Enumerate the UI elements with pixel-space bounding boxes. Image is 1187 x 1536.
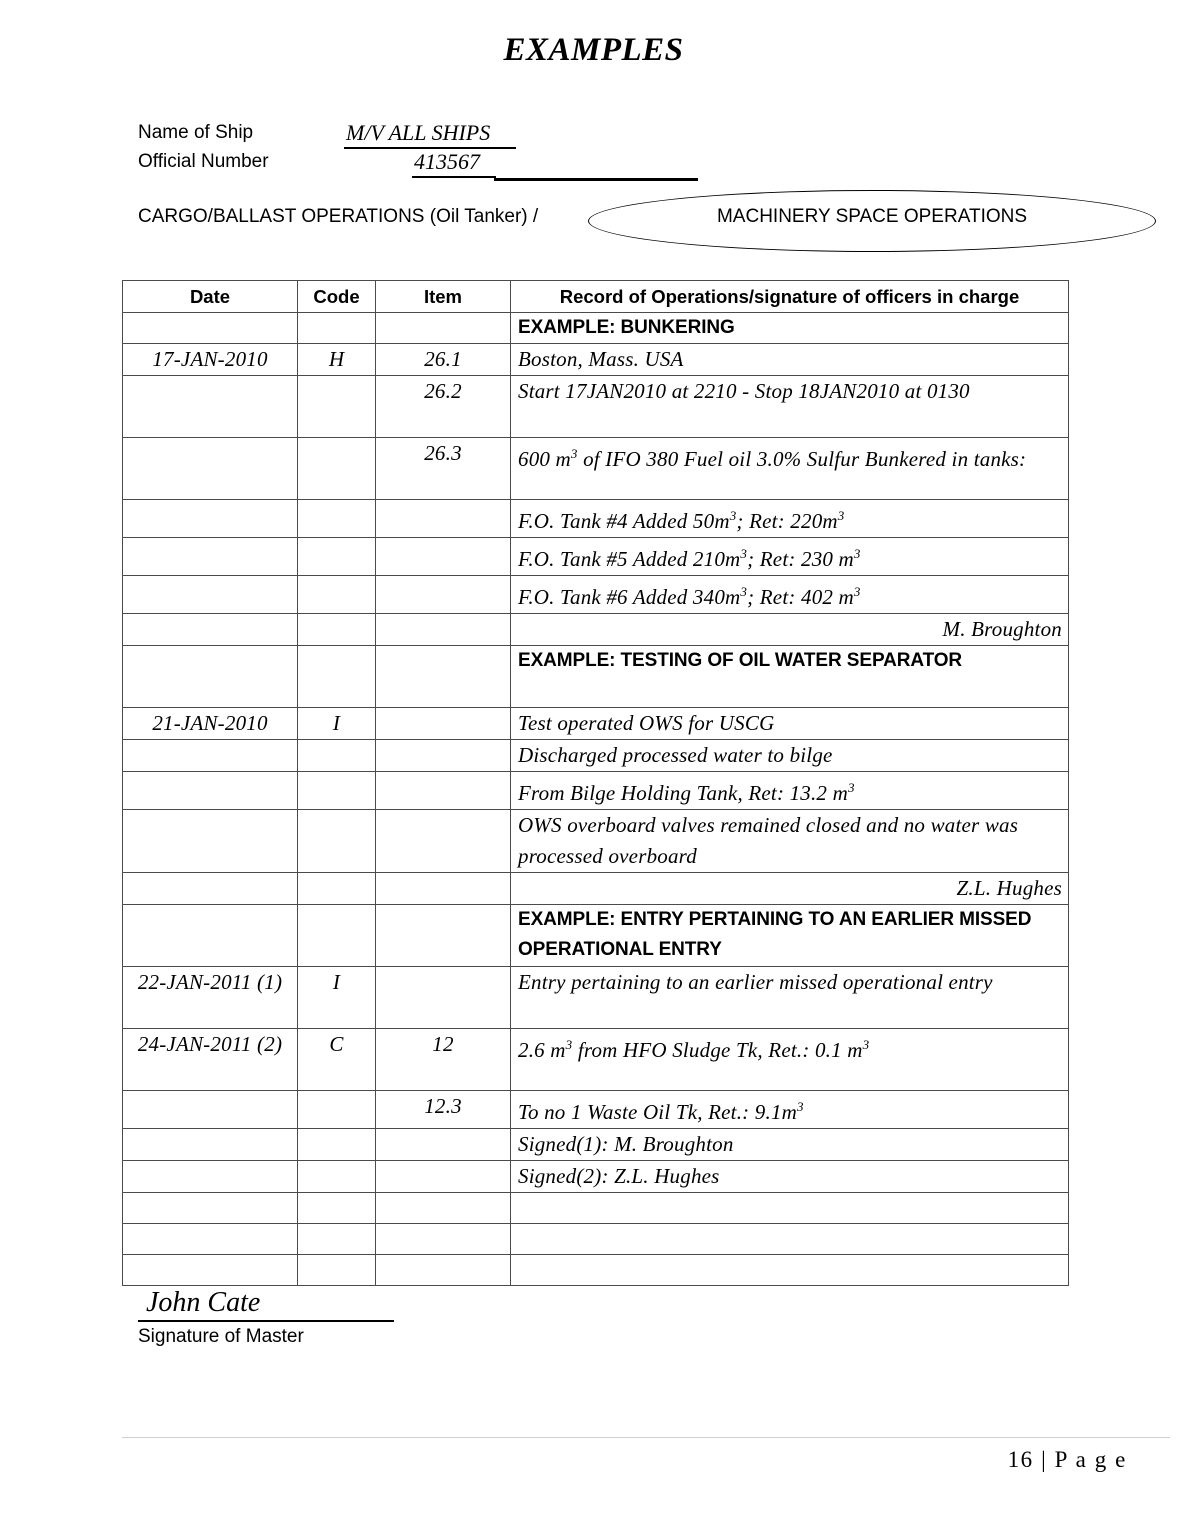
table-row (123, 905, 1069, 967)
cell-record[interactable] (511, 740, 1069, 772)
cell-date[interactable] (123, 1091, 298, 1129)
cell-date[interactable] (123, 646, 298, 708)
cell-date[interactable] (123, 438, 298, 500)
cell-date[interactable] (123, 1029, 298, 1091)
cell-item[interactable] (376, 1091, 511, 1129)
cell-record-text: F.O. Tank #5 Added $210m^3$; Ret: 230 $m^3$ (518, 546, 861, 571)
cell-record-text: Z.L. Hughes (956, 876, 1062, 900)
cell-item-text: 26.2 (424, 379, 462, 403)
cell-record-text: F.O. Tank #4 Added $50m^3$; Ret: $220m^3$ (518, 508, 845, 533)
cell-record-text: EXAMPLE: ENTRY PERTAINING TO AN EARLIER MISSED OPERATIONAL ENTRY (518, 909, 1032, 960)
footer-divider (122, 1437, 1170, 1438)
cell-record-text: Test operated OWS for USCG (518, 711, 775, 735)
cell-date[interactable] (123, 614, 298, 646)
cell-item[interactable] (376, 1224, 511, 1255)
cell-record[interactable] (511, 646, 1069, 708)
cell-record[interactable] (511, 438, 1069, 500)
cell-record[interactable] (511, 576, 1069, 614)
cell-date[interactable] (123, 344, 298, 376)
cell-record[interactable] (511, 313, 1069, 344)
cell-item[interactable] (376, 313, 511, 344)
cell-item[interactable] (376, 576, 511, 614)
cell-item[interactable] (376, 1255, 511, 1286)
cell-date[interactable] (123, 905, 298, 967)
cell-date[interactable] (123, 740, 298, 772)
cell-code[interactable] (298, 344, 376, 376)
column-header-date: Date (123, 281, 298, 313)
cell-item[interactable] (376, 500, 511, 538)
cell-record[interactable] (511, 614, 1069, 646)
cell-item[interactable] (376, 438, 511, 500)
cell-code[interactable] (298, 967, 376, 1029)
cell-record[interactable] (511, 873, 1069, 905)
cell-code[interactable] (298, 1091, 376, 1129)
cell-item[interactable] (376, 614, 511, 646)
column-header-code: Code (298, 281, 376, 313)
cell-code-text: I (332, 970, 341, 994)
cell-date[interactable] (123, 376, 298, 438)
cell-record-text: EXAMPLE: BUNKERING (518, 317, 735, 338)
oil-record-book-table (122, 280, 1069, 1286)
cell-record-text: Signed(1): M. Broughton (518, 1132, 734, 1156)
cell-record-text: Discharged processed water to bilge (518, 743, 833, 767)
name-of-ship-value: M/V ALL SHIPS (346, 120, 491, 145)
oil-record-book-table-wrapper (122, 280, 1068, 1286)
cell-record-text: From Bilge Holding Tank, Ret: 13.2 $m^3$ (518, 780, 855, 805)
cell-code[interactable] (298, 376, 376, 438)
cell-item-text: 12 (432, 1032, 454, 1056)
cell-record[interactable] (511, 905, 1069, 967)
cell-code[interactable] (298, 1029, 376, 1091)
cell-date[interactable] (123, 1255, 298, 1286)
cell-record-text: To no 1 Waste Oil Tk, Ret.: $9.1m^3$ (518, 1099, 804, 1124)
cell-item[interactable] (376, 376, 511, 438)
cell-code[interactable] (298, 708, 376, 740)
table-row (123, 1091, 1069, 1129)
cell-date-text: 24-JAN-2011 (2) (137, 1032, 283, 1056)
cell-code[interactable] (298, 1255, 376, 1286)
cell-item[interactable] (376, 905, 511, 967)
cell-date[interactable] (123, 810, 298, 873)
cell-date[interactable] (123, 873, 298, 905)
table-row (123, 1129, 1069, 1161)
cell-code[interactable] (298, 438, 376, 500)
cell-code[interactable] (298, 1193, 376, 1224)
master-signature-block (138, 1286, 394, 1348)
table-row (123, 740, 1069, 772)
table-row (123, 438, 1069, 500)
cell-item[interactable] (376, 1129, 511, 1161)
cell-date-text: 17-JAN-2010 (152, 347, 268, 371)
footer-page-number: 16 | P a g e (1007, 1447, 1127, 1472)
cell-item[interactable] (376, 1193, 511, 1224)
cell-record[interactable] (511, 708, 1069, 740)
cell-date[interactable] (123, 1224, 298, 1255)
table-body (123, 313, 1069, 1286)
cell-record-text: Signed(2): Z.L. Hughes (518, 1164, 720, 1188)
cell-record-text: 2.6 $m^3$ from HFO Sludge Tk, Ret.: 0.1 $m^3$ (518, 1037, 870, 1062)
cell-date[interactable] (123, 1193, 298, 1224)
cell-code[interactable] (298, 740, 376, 772)
table-row (123, 344, 1069, 376)
cell-date[interactable] (123, 576, 298, 614)
cell-record[interactable] (511, 967, 1069, 1029)
cell-date-text: 22-JAN-2011 (1) (137, 970, 283, 994)
ship-header-block (138, 122, 1078, 180)
table-row (123, 313, 1069, 344)
master-signature-name: John Cate (138, 1286, 394, 1322)
cell-item[interactable] (376, 708, 511, 740)
official-number-value: 413567 (414, 149, 480, 174)
cell-record-text: Start 17JAN2010 at 2210 - Stop 18JAN2010 at 0130 (518, 379, 970, 403)
cell-record[interactable] (511, 810, 1069, 873)
cell-record-text: EXAMPLE: TESTING OF OIL WATER SEPARATOR (518, 650, 963, 671)
cell-code[interactable] (298, 614, 376, 646)
cell-item[interactable] (376, 1029, 511, 1091)
cell-date[interactable] (123, 967, 298, 1029)
cell-record-text: M. Broughton (942, 617, 1062, 641)
cell-record[interactable] (511, 500, 1069, 538)
cell-item[interactable] (376, 344, 511, 376)
cell-record[interactable] (511, 1091, 1069, 1129)
table-row (123, 772, 1069, 810)
cell-code[interactable] (298, 1224, 376, 1255)
cell-record[interactable] (511, 538, 1069, 576)
cell-record-text: F.O. Tank #6 Added $340m^3$; Ret: 402 $m^3$ (518, 584, 861, 609)
official-number-underline-blank (494, 178, 698, 181)
cell-code-text: C (329, 1032, 344, 1056)
table-row (123, 1224, 1069, 1255)
table-row (123, 1029, 1069, 1091)
cell-record[interactable] (511, 1224, 1069, 1255)
column-header-item: Item (376, 281, 511, 313)
name-of-ship-row (138, 122, 1078, 151)
cell-code[interactable] (298, 810, 376, 873)
table-row (123, 1255, 1069, 1286)
column-header-record: Record of Operations/signature of officers in charge (511, 281, 1069, 313)
official-number-row (138, 151, 1078, 180)
cell-item-text: 12.3 (424, 1094, 462, 1118)
cell-item[interactable] (376, 646, 511, 708)
cell-code[interactable] (298, 538, 376, 576)
cell-item[interactable] (376, 772, 511, 810)
table-row (123, 538, 1069, 576)
cell-record[interactable] (511, 1029, 1069, 1091)
cell-code[interactable] (298, 772, 376, 810)
cell-item-text: 26.3 (424, 441, 462, 465)
page-title: EXAMPLES (503, 32, 684, 68)
cell-record[interactable] (511, 1193, 1069, 1224)
cell-date[interactable] (123, 313, 298, 344)
cell-code[interactable] (298, 873, 376, 905)
cell-item[interactable] (376, 873, 511, 905)
cell-date[interactable] (123, 1129, 298, 1161)
cell-record-text: OWS overboard valves remained closed and no water was processed overboard (518, 813, 1019, 868)
cell-record[interactable] (511, 1161, 1069, 1193)
cell-record-text: Boston, Mass. USA (518, 347, 684, 371)
table-row (123, 376, 1069, 438)
cell-item-text: 26.1 (424, 347, 462, 371)
cell-record[interactable] (511, 772, 1069, 810)
cell-date[interactable] (123, 538, 298, 576)
table-row (123, 614, 1069, 646)
operations-line-label: CARGO/BALLAST OPERATIONS (Oil Tanker) / (138, 206, 539, 227)
cell-record[interactable] (511, 1255, 1069, 1286)
cell-record[interactable] (511, 344, 1069, 376)
cell-item[interactable] (376, 967, 511, 1029)
table-row (123, 646, 1069, 708)
table-row (123, 967, 1069, 1029)
cell-code[interactable] (298, 1161, 376, 1193)
cell-date[interactable] (123, 772, 298, 810)
table-row (123, 500, 1069, 538)
cell-record-text: Entry pertaining to an earlier missed operational entry (518, 970, 993, 994)
cell-record[interactable] (511, 1129, 1069, 1161)
table-row (123, 708, 1069, 740)
machinery-space-operations-label: MACHINERY SPACE OPERATIONS (716, 206, 1028, 227)
cell-date[interactable] (123, 500, 298, 538)
table-row (123, 1161, 1069, 1193)
cell-item[interactable] (376, 740, 511, 772)
cell-item[interactable] (376, 810, 511, 873)
table-row (123, 873, 1069, 905)
signature-of-master-caption: Signature of Master (138, 1326, 304, 1347)
cell-code[interactable] (298, 500, 376, 538)
cell-date[interactable] (123, 1161, 298, 1193)
cell-item[interactable] (376, 1161, 511, 1193)
cell-code[interactable] (298, 313, 376, 344)
cell-code-text: H (328, 347, 345, 371)
cell-item[interactable] (376, 538, 511, 576)
table-row (123, 1193, 1069, 1224)
table-header-row (123, 281, 1069, 313)
cell-code-text: I (332, 711, 341, 735)
cell-date[interactable] (123, 708, 298, 740)
cell-code[interactable] (298, 905, 376, 967)
cell-code[interactable] (298, 1129, 376, 1161)
name-of-ship-label: Name of Ship (138, 122, 254, 143)
cell-record-text: 600 $m^3$ of IFO 380 Fuel oil 3.0% Sulfur Bunkered in tanks: (518, 446, 1027, 471)
cell-date-text: 21-JAN-2010 (152, 711, 268, 735)
official-number-underline-hand (412, 176, 496, 178)
official-number-label: Official Number (138, 151, 269, 172)
table-row (123, 810, 1069, 873)
cell-code[interactable] (298, 646, 376, 708)
cell-record[interactable] (511, 376, 1069, 438)
cell-code[interactable] (298, 576, 376, 614)
table-row (123, 576, 1069, 614)
